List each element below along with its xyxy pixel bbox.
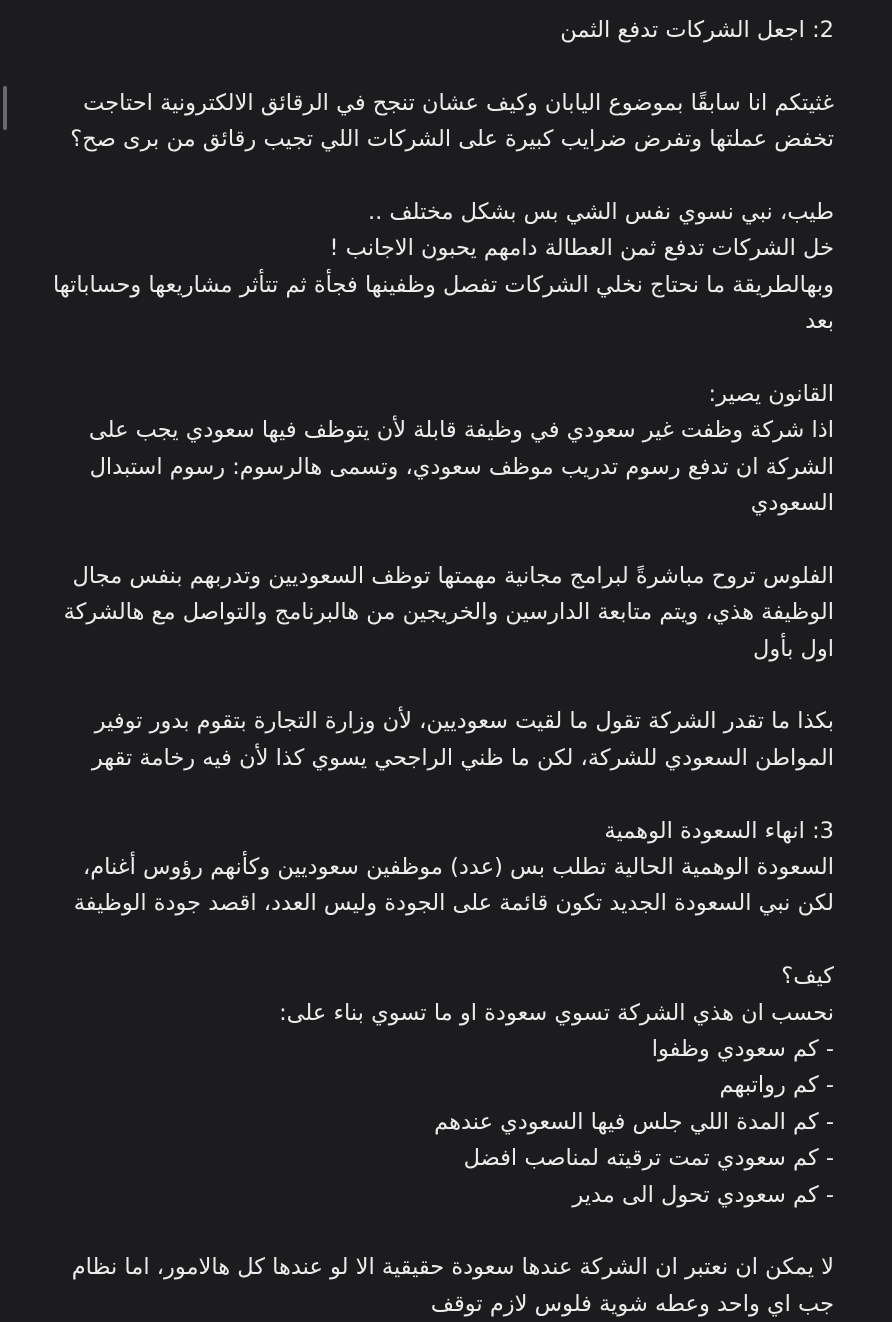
text-line: نحسب ان هذي الشركة تسوي سعودة او ما تسوي بناء على: <box>279 999 834 1026</box>
paragraph-gap <box>50 340 834 376</box>
text-line: 2: اجعل الشركات تدفع الثمن <box>560 17 834 43</box>
text-line: بعد <box>805 308 834 335</box>
text-line: المواطن السعودي للشركة، لكن ما ظني الراجحي يسوي كذا لأن فيه رخامة تقهر <box>91 744 834 771</box>
text-line: السعودة الوهمية الحالية تطلب بس (عدد) موظفين سعوديين وكأنهم رؤوس أغنام، <box>82 853 834 880</box>
paragraph-gap <box>50 776 834 812</box>
text-line: السعودي <box>750 490 834 517</box>
paragraph-gap <box>50 521 834 557</box>
text-line: كيف؟ <box>781 963 834 990</box>
paragraph-gap <box>50 667 834 703</box>
text-line: الوظيفة هذي، ويتم متابعة الدارسين والخريجين من هالبرنامج والتواصل مع هالشركة <box>63 599 834 626</box>
paragraph-gap <box>50 1213 834 1249</box>
paragraph-gap <box>50 922 834 958</box>
text-line: لا يمكن ان نعتبر ان الشركة عندها سعودة حقيقية الا لو عندها كل هالامور، اما نظام <box>71 1254 834 1281</box>
text-line: القانون يصير: <box>708 380 834 407</box>
document-body <box>50 12 834 1322</box>
text-line: - كم سعودي تحول الى مدير <box>572 1181 834 1208</box>
text-line: تخفض عملتها وتفرض ضرايب كبيرة على الشركات اللي تجيب رقائق من برى صح؟ <box>70 126 834 153</box>
paragraph-gap <box>50 48 834 84</box>
text-line: اذا شركة وظفت غير سعودي في وظيفة قابلة لأن يتوظف فيها سعودي يجب على <box>88 417 834 444</box>
text-line: لكن نبي السعودة الجديد تكون قائمة على الجودة وليس العدد، اقصد جودة الوظيفة <box>73 890 834 917</box>
text-line: بكذا ما تقدر الشركة تقول ما لقيت سعوديين، لأن وزارة التجارة بتقوم بدور توفير <box>94 708 834 735</box>
text-line: 3: انهاء السعودة الوهمية <box>604 817 834 844</box>
text-line: اول بأول <box>753 635 834 662</box>
text-line: جب اي واحد وعطه شوية فلوس لازم توقف <box>430 1290 834 1317</box>
text-line: خل الشركات تدفع ثمن العطالة دامهم يحبون الاجانب ! <box>329 235 834 262</box>
text-line: - كم سعودي تمت ترقيته لمناصب افضل <box>463 1145 834 1172</box>
text-line: - كم رواتبهم <box>719 1072 834 1099</box>
text-line: - كم المدة اللي جلس فيها السعودي عندهم <box>434 1108 834 1135</box>
text-line: وبهالطريقة ما نحتاج نخلي الشركات تفصل وظفينها فجأة ثم تتأثر مشاريعها وحساباتها <box>52 271 834 298</box>
text-line: الشركة ان تدفع رسوم تدريب موظف سعودي، وتسمى هالرسوم: رسوم استبدال <box>89 453 834 480</box>
text-line: طيب، نبي نسوي نفس الشي بس بشكل مختلف .. <box>367 198 834 225</box>
text-line: - كم سعودي وظفوا <box>651 1035 834 1062</box>
text-line: الفلوس تروح مباشرةً لبرامج مجانية مهمتها توظف السعوديين وتدربهم بنفس مجال <box>72 562 834 589</box>
paragraph-gap <box>50 158 834 194</box>
text-line: غثيتكم انا سابقًا بموضوع اليابان وكيف عشان تنجح في الرقائق الالكترونية احتاجت <box>83 89 834 116</box>
scrollbar-thumb[interactable] <box>3 86 7 130</box>
